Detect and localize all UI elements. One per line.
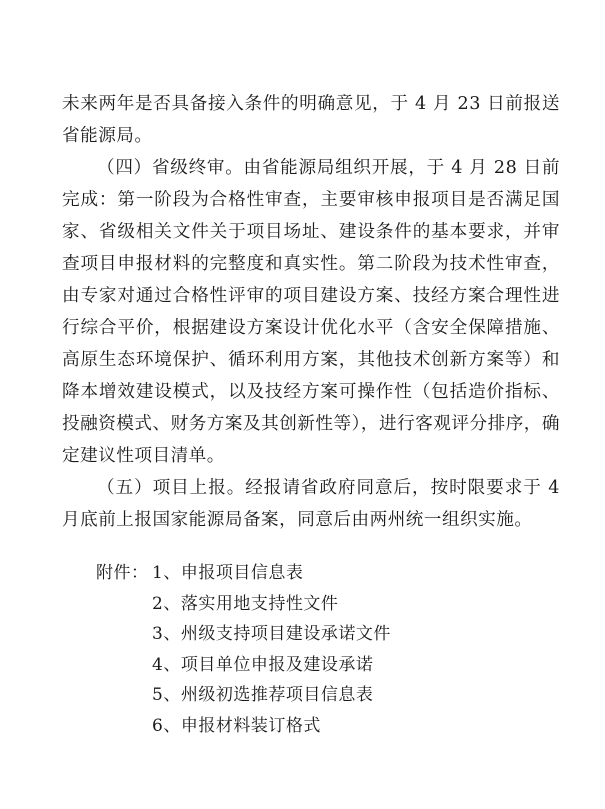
paragraph-heading: （五）项目上报。 — [97, 478, 246, 498]
attachment-item: 6、申报材料装订格式 — [152, 715, 321, 736]
paragraph-project-submission — [62, 472, 560, 536]
attachment-item: 1、申报项目信息表 — [152, 563, 304, 583]
paragraph-text: 由省能源局组织开展，于 4 月 28 日前完成：第一阶段为合格性审查，主要审核申报项目是否满足国家、省级相关文件关于项目场址、建设条件的基本要求，并审查项目申报材料的完整度和真实性。第二阶段为技术性审查，由专家对通过合格性评审的项目建设方案、技经方案合理性进行综合平价，根据建设方案设计优化水平（含安全保障措施、高原生态环境保护、循环利用方案，其他技术创新方案等）和降本增效建设模式，以及技经方案可操作性（包括造价指标、投融资模式、财务方案及其创新性等），进行客观评分排序，确定建议性项目清单。 — [62, 158, 560, 466]
paragraph-text: 未来两年是否具备接入条件的明确意见，于 4 月 23 日前报送省能源局。 — [62, 94, 560, 146]
list-item — [96, 558, 391, 589]
attachments-list — [96, 558, 391, 742]
attachments-label: 附件： — [96, 563, 149, 583]
paragraph-text: 经报请省政府同意后，按时限要求于 4 月底前上报国家能源局备案，同意后由两州统一组织实施。 — [62, 478, 560, 530]
paragraph-continuation — [62, 88, 560, 152]
paragraph-provincial-final-review — [62, 152, 560, 472]
paragraph-heading: （四）省级终审。 — [97, 158, 244, 178]
attachment-item: 4、项目单位申报及建设承诺 — [152, 654, 374, 675]
attachment-item: 5、州级初选推荐项目信息表 — [152, 685, 374, 706]
attachment-item: 3、州级支持项目建设承诺文件 — [152, 624, 391, 645]
attachment-item: 2、落实用地支持性文件 — [152, 593, 339, 614]
